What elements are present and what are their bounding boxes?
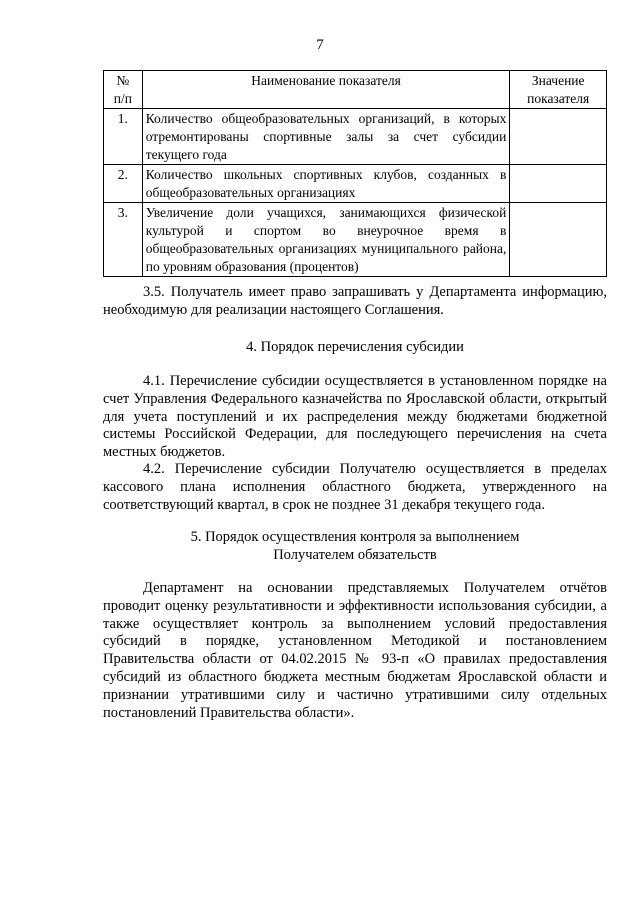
indicators-table [103, 70, 607, 277]
table-header-row [104, 71, 607, 109]
header-name: Наименование показателя [142, 71, 510, 109]
section-5-heading-line2: Получателем обязательств [273, 546, 437, 563]
paragraph-5-1: Департамент на основании представляемых Получателем отчётов проводит оценку результативности и эффективности использования субсидии, а также осуществляет контроль за выполнением условий предоставления субсидий в порядке, установленном Методикой и постановлением Правительства области от 04.02.2015 № 93-п «О правилах предоставления субсидий из областного бюджета местным бюджетам Ярославской области и признании утратившими силу и частично утратившими силу отдельных постановлений Правительства области». [103, 580, 607, 721]
paragraph-4-1: 4.1. Перечисление субсидии осуществляется в установленном порядке на счет Управления Федерального казначейства по Ярославской области, открытый для учета поступлений и их распределения между бюджетами бюджетной системы Российской Федерации, для последующего перечисления на счета местных бюджетов. [103, 373, 607, 461]
row-name: Увеличение доли учащихся, занимающихся физической культурой и спортом во внеурочное время в общеобразовательных организациях муниципального района, по уровням образования (процентов) [142, 203, 510, 277]
paragraph-3-5: 3.5. Получатель имеет право запрашивать у Департамента информацию, необходимую для реализации настоящего Соглашения. [103, 284, 607, 318]
row-num: 1. [104, 109, 143, 165]
row-num: 3. [104, 203, 143, 277]
row-value [510, 165, 607, 203]
row-name: Количество школьных спортивных клубов, созданных в общеобразовательных организациях [142, 165, 510, 203]
header-value [510, 71, 607, 109]
paragraph-4-2: 4.2. Перечисление субсидии Получателю осуществляется в пределах кассового плана исполнения областного бюджета, утвержденного на соответствующий квартал, в срок не позднее 31 декабря текущего года. [103, 461, 607, 513]
table-row [104, 109, 607, 165]
header-num [104, 71, 143, 109]
row-name: Количество общеобразовательных организаций, в которых отремонтированы спортивные залы за счет субсидии текущего года [142, 109, 510, 165]
header-num-line1: № [116, 73, 130, 88]
header-num-line2: п/п [113, 91, 132, 106]
page-number: 7 [316, 37, 324, 53]
section-5-heading-line1: 5. Порядок осуществления контроля за выполнением [190, 529, 520, 545]
table-row [104, 165, 607, 203]
row-num: 2. [104, 165, 143, 203]
section-5-heading [103, 529, 607, 565]
table-row [104, 203, 607, 277]
header-value-line2: показателя [527, 91, 590, 106]
section-4-heading: 4. Порядок перечисления субсидии [246, 339, 464, 355]
row-value [510, 203, 607, 277]
row-value [510, 109, 607, 165]
header-value-line1: Значение [531, 73, 585, 88]
